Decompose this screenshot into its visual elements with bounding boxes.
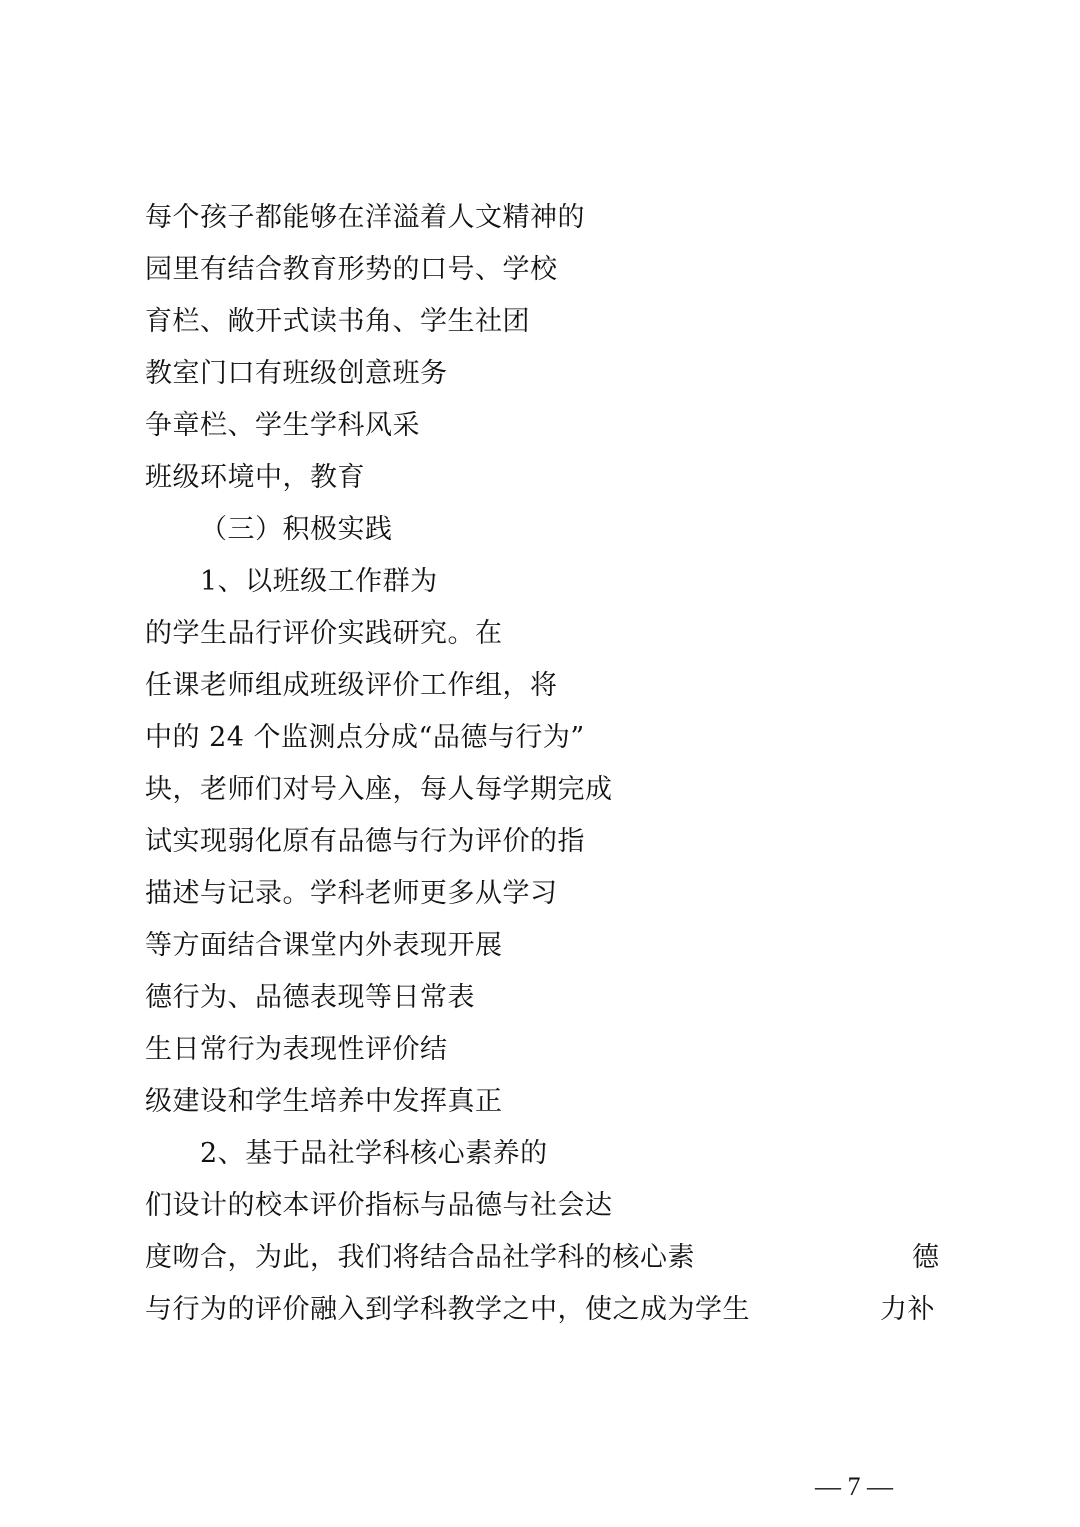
text-line: 试实现弱化原有品德与行为评价的指 — [145, 826, 585, 857]
text-line: 园里有结合教育形势的口号、学校 — [145, 254, 558, 285]
text-line: 教室门口有班级创意班务 — [145, 358, 448, 389]
text-line: 描述与记录。学科老师更多从学习 — [145, 878, 558, 909]
text-line: 生日常行为表现性评价结 — [145, 1034, 448, 1065]
text-line: 1、以班级工作群为 — [200, 566, 438, 597]
text-line: 育栏、敞开式读书角、学生社团 — [145, 306, 530, 337]
text-line: 的学生品行评价实践研究。在 — [145, 618, 503, 649]
text-line: 任课老师组成班级评价工作组，将 — [145, 670, 558, 701]
text-line: 度吻合，为此，我们将结合品社学科的核心素 — [145, 1242, 695, 1273]
text-line: 与行为的评价融入到学科教学之中，使之成为学生 — [145, 1294, 750, 1325]
text-line: 级建设和学生培养中发挥真正 — [145, 1086, 503, 1117]
text-line: 中的 24 个监测点分成“品德与行为” — [145, 722, 585, 753]
text-line: 争章栏、学生学科风采 — [145, 410, 420, 441]
section-heading: （三）积极实践 — [200, 514, 393, 545]
text-line-fragment: 德 — [912, 1242, 940, 1273]
text-line: 们设计的校本评价指标与品德与社会达 — [145, 1190, 613, 1221]
text-line: 德行为、品德表现等日常表 — [145, 982, 475, 1013]
page-number: — 7 — — [815, 1472, 893, 1501]
text-line-fragment: 力补 — [880, 1294, 935, 1325]
text-line: 每个孩子都能够在洋溢着人文精神的 — [145, 202, 585, 233]
text-line: 块，老师们对号入座，每人每学期完成 — [145, 774, 613, 805]
text-line: 等方面结合课堂内外表现开展 — [145, 930, 503, 961]
text-line: 班级环境中，教育 — [145, 462, 365, 493]
text-line: 2、基于品社学科核心素养的 — [200, 1138, 548, 1169]
